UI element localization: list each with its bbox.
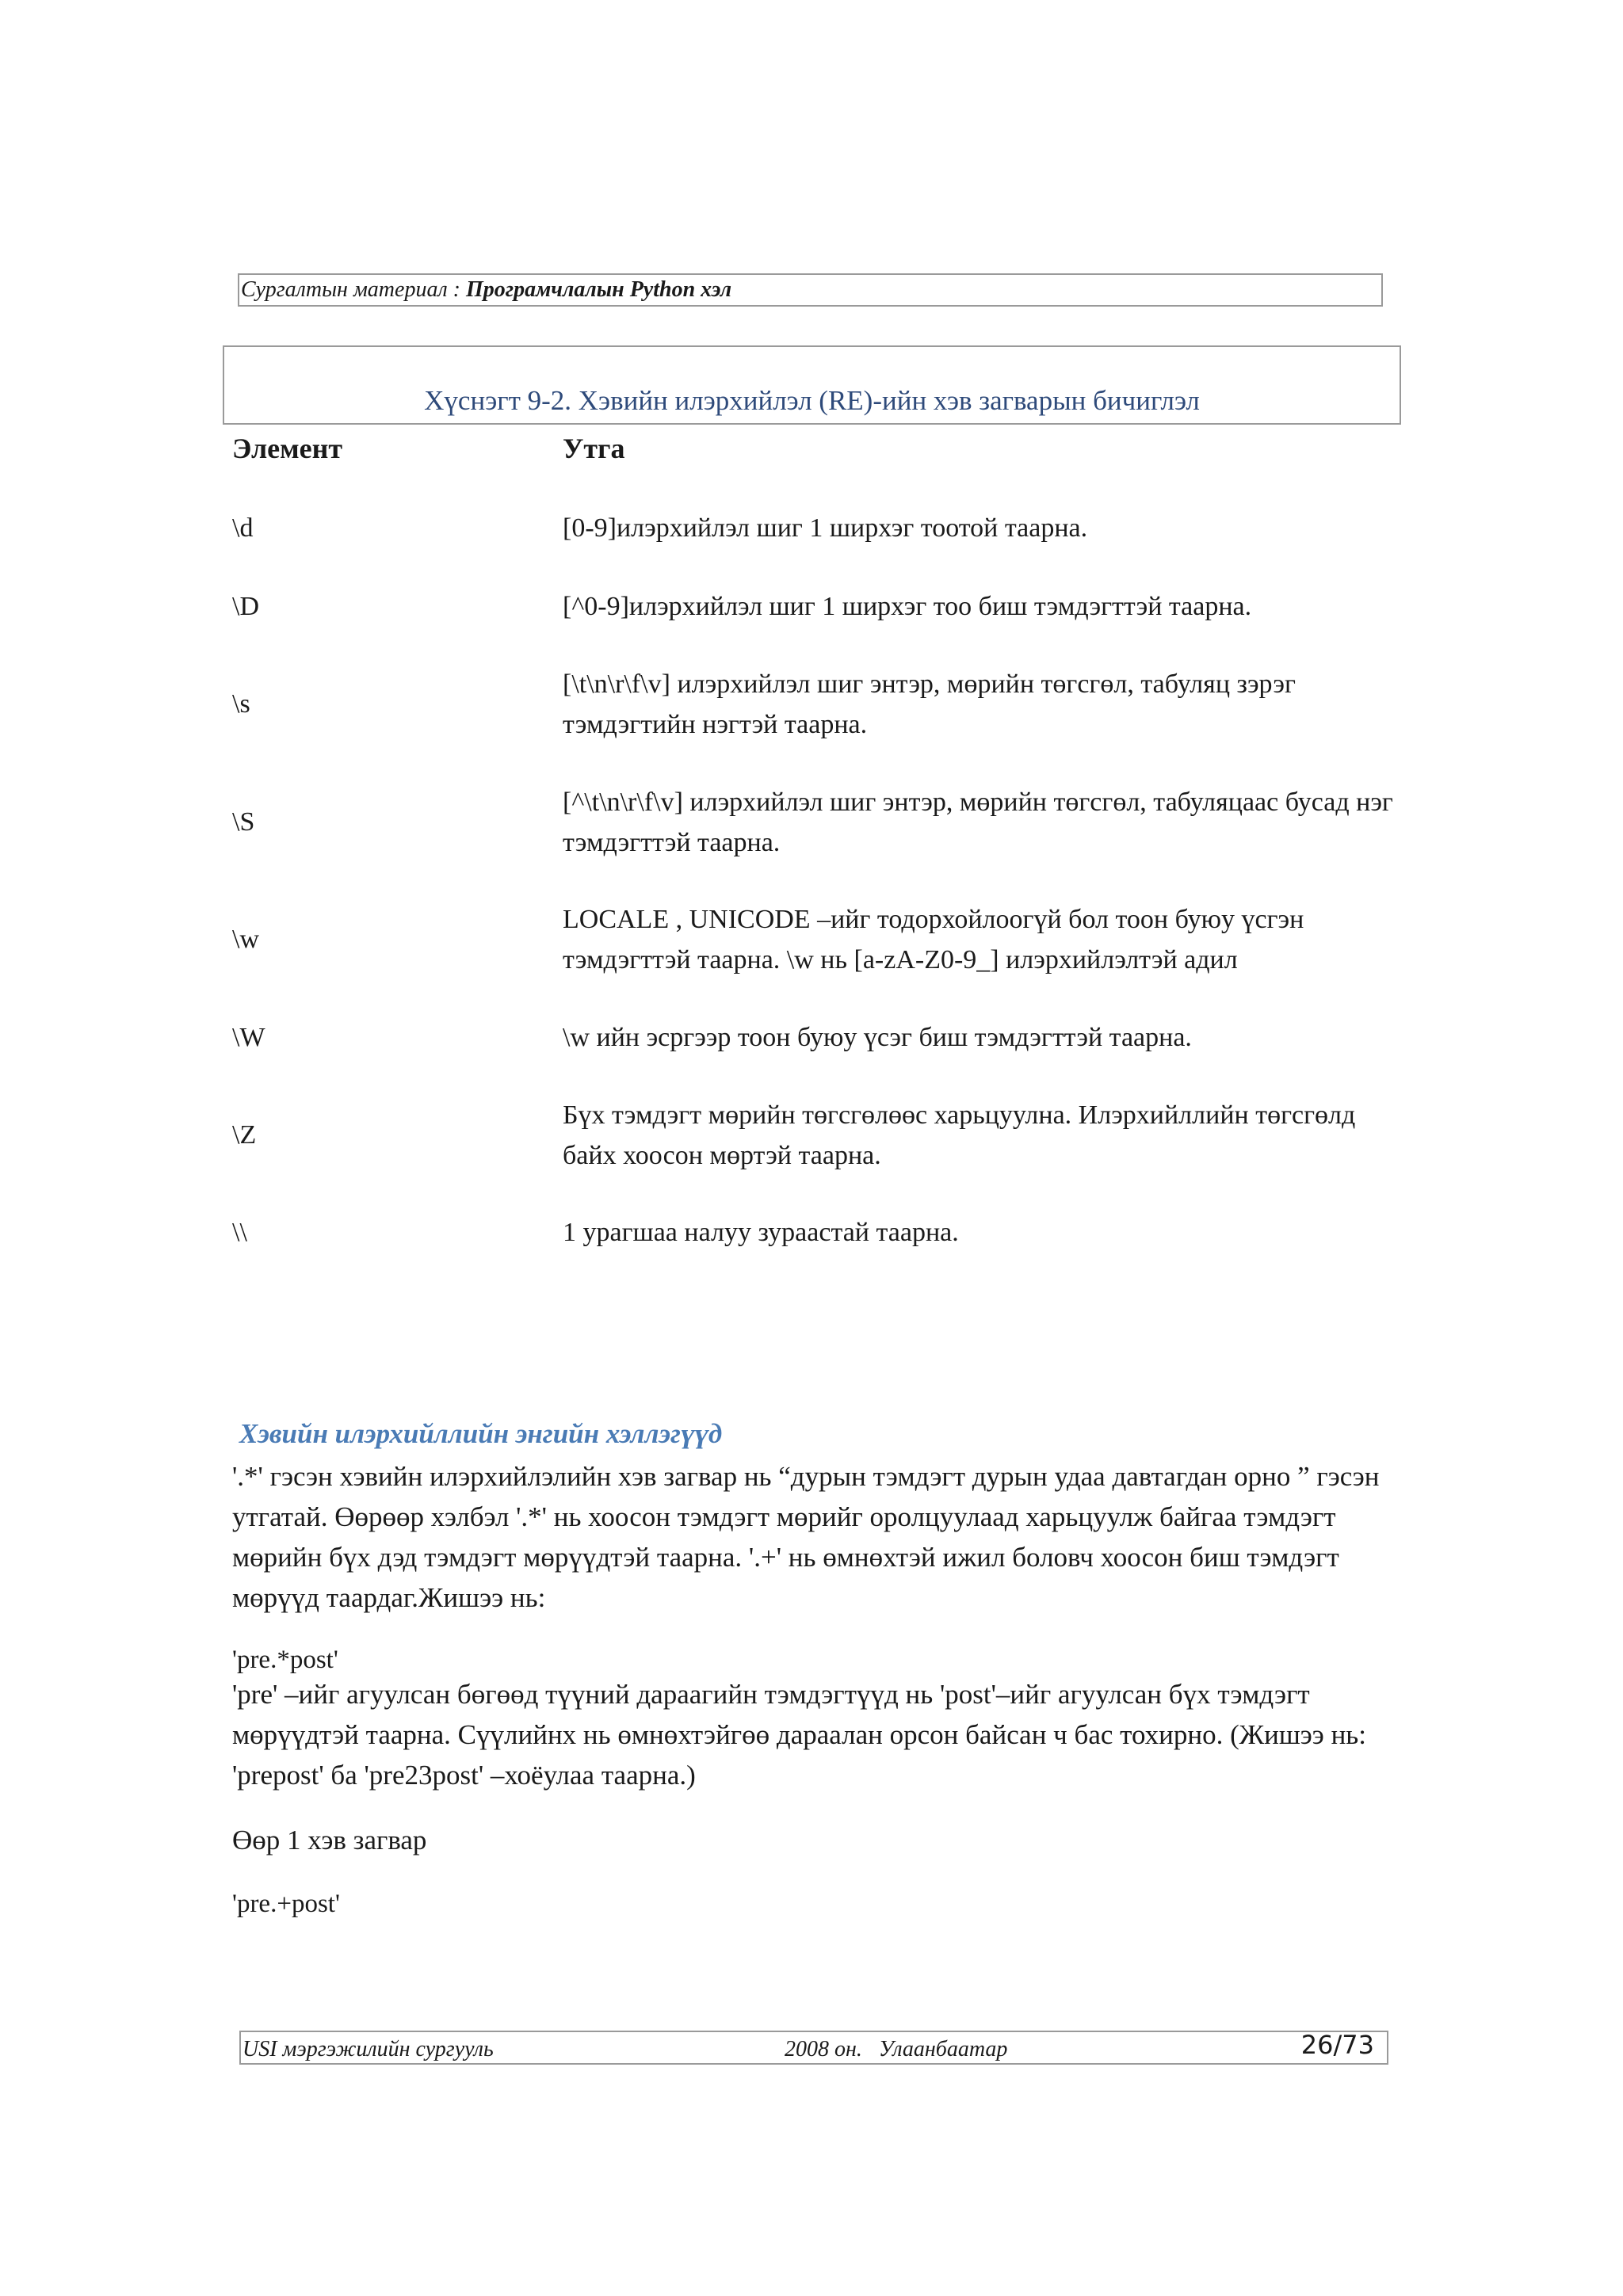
- header-prefix: Сургалтын материал :: [241, 277, 466, 302]
- meaning-cell: \w ийн эсргээр тоон буюу үсэг биш тэмдэгттэй таарна.: [563, 1023, 1192, 1052]
- meaning-cell: [\t\n\r\f\v] илэрхийлэл шиг энтэр, мөрийн төгсгөл, табуляц зэрэг тэмдэгтийн нэгтэй таарна.: [563, 669, 1296, 739]
- meaning-cell: [^\t\n\r\f\v] илэрхийлэл шиг энтэр, мөрийн төгсгөл, табуляцаас бусад нэг тэмдэгттэй таарна.: [563, 788, 1393, 857]
- meaning-cell: [^0-9]илэрхийлэл шиг 1 ширхэг тоо биш тэмдэгттэй таарна.: [563, 592, 1252, 621]
- element-cell: \Z: [232, 1120, 257, 1150]
- running-footer: [239, 2031, 1388, 2065]
- column-header-meaning: Утга: [563, 433, 625, 464]
- meaning-cell: 1 урагшаа налуу зураастай таарна.: [563, 1218, 959, 1247]
- element-cell: \\: [232, 1218, 247, 1247]
- header-title: Програмчлалын Python хэл: [466, 277, 732, 302]
- body-paragraph-another-pattern: Өөр 1 хэв загвар: [232, 1825, 427, 1855]
- meaning-cell: [0-9]илэрхийлэл шиг 1 ширхэг тоотой таарна.: [563, 513, 1088, 543]
- code-example-pre-star-post: 'pre.*post': [232, 1646, 338, 1674]
- code-example-pre-plus-post: 'pre.+post': [232, 1890, 340, 1918]
- element-cell: \d: [232, 513, 254, 543]
- page-number: 26/73: [1300, 2030, 1374, 2060]
- element-cell: \W: [232, 1023, 265, 1052]
- footer-school: USI мэргэжилийн сургууль: [242, 2037, 494, 2061]
- element-cell: \s: [232, 689, 250, 719]
- table-caption-box: [223, 345, 1401, 425]
- body-paragraph-explanation: 'pre' –ийг агуулсан бөгөөд түүний дараагийн тэмдэгтүүд нь 'post'–ийг агуулсан бүх тэмдэгт мөрүүдтэй таарна. Сүүлийнх нь өмнөхтэйгөө дараалан орсон байсан ч бас тохирно. (Жишээ нь: 'prepost' ба 'pre23post' –хоёулаа таарна.): [232, 1679, 1366, 1791]
- meaning-cell: Бүх тэмдэгт мөрийн төгсгөлөөс харьцуулна. Илэрхийллийн төгсгөлд байх хоосон мөртэй таарна.: [563, 1100, 1356, 1170]
- section-heading: Хэвийн илэрхийллийн энгийн хэллэгүүд: [239, 1418, 723, 1449]
- regex-table: [232, 428, 1397, 1247]
- element-cell: \w: [232, 925, 259, 954]
- running-header: [238, 273, 1383, 307]
- element-cell: \S: [232, 807, 255, 837]
- element-cell: \D: [232, 592, 259, 621]
- table-header-row: [232, 428, 1397, 475]
- meaning-cell: LOCALE , UNICODE –ийг тодорхойлоогүй бол тоон буюу үсгэн тэмдэгттэй таарна. \w нь [a-zA-Z0-9_] илэрхийлэлтэй адил: [563, 905, 1304, 974]
- footer-year-city: 2008 он. Улаанбаатар: [785, 2037, 1008, 2061]
- table-caption: Хүснэгт 9-2. Хэвийн илэрхийлэл (RE)-ийн хэв загварын бичиглэл: [424, 385, 1200, 416]
- column-header-element: Элемент: [232, 433, 343, 464]
- body-paragraph-intro: '.*' гэсэн хэвийн илэрхийлэлийн хэв загвар нь “дурын тэмдэгт дурын удаа давтагдан орно ” гэсэн утгатай. Өөрөөр хэлбэл '.*' нь хоосон тэмдэгт мөрийг оролцуулаад харьцуулж байгаа тэмдэгт мөрийн бүх дэд тэмдэгт мөрүүдтэй таарна. '.+' нь өмнөхтэй ижил боловч хоосон биш тэмдэгт мөрүүд таардаг.Жишээ нь:: [232, 1461, 1380, 1613]
